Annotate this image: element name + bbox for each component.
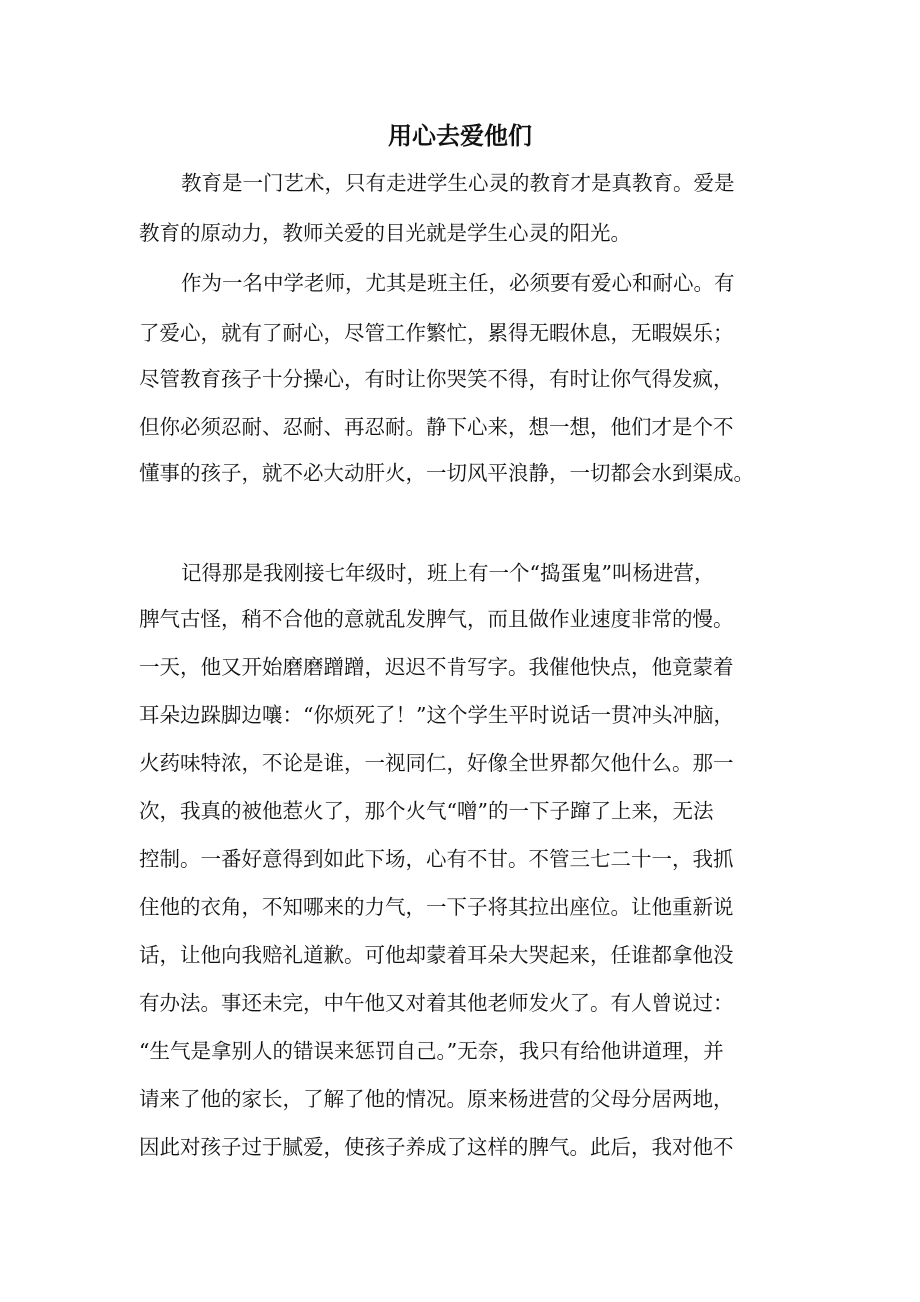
paragraph-line: 教育的原动力，教师关爱的目光就是学生心灵的阳光。 [139,221,631,245]
page-title: 用心去爱他们 [388,121,532,150]
paragraph-line: 记得那是我刚接七年级时，班上有一个“捣蛋鬼”叫杨进营， [181,561,715,585]
paragraph-line: 了爱心，就有了耐心，尽管工作繁忙，累得无暇休息，无暇娱乐； [139,321,734,345]
paragraph-line: 火药味特浓，不论是谁，一视同仁，好像全世界都欠他什么。那一 [139,751,734,775]
paragraph-line: 尽管教育孩子十分操心，有时让你哭笑不得，有时让你气得发疯， [139,367,734,391]
paragraph-line: 有办法。事还未完，中午他又对着其他老师发火了。有人曾说过： [139,991,734,1015]
paragraph-line: 但你必须忍耐、忍耐、再忍耐。静下心来，想一想，他们才是个不 [139,415,734,439]
paragraph-line: 教育是一门艺术，只有走进学生心灵的教育才是真教育。爱是 [181,171,735,195]
paragraph-line: 次，我真的被他惹火了，那个火气“噌”的一下子蹿了上来，无法 [139,799,714,823]
paragraph-line: 控制。一番好意得到如此下场，心有不甘。不管三七二十一，我抓 [139,847,734,871]
paragraph-line: 因此对孩子过于腻爱，使孩子养成了这样的脾气。此后，我对他不 [139,1135,734,1159]
paragraph-line: 话，让他向我赔礼道歉。可他却蒙着耳朵大哭起来，任谁都拿他没 [139,943,734,967]
paragraph-line: 耳朵边跺脚边嚷：“你烦死了！”这个学生平时说话一贯冲头冲脑， [139,703,734,727]
paragraph-line: 住他的衣角，不知哪来的力气，一下子将其拉出座位。让他重新说 [139,895,734,919]
paragraph-line: 作为一名中学老师，尤其是班主任，必须要有爱心和耐心。有 [181,271,735,295]
paragraph-line: 懂事的孩子，就不必大动肝火，一切风平浪静，一切都会水到渠成。 [139,461,754,485]
paragraph-line: 一天，他又开始磨磨蹭蹭，迟迟不肯写字。我催他快点，他竟蒙着 [139,655,734,679]
paragraph-line: 脾气古怪，稍不合他的意就乱发脾气，而且做作业速度非常的慢。 [139,607,734,631]
paragraph-line: 请来了他的家长，了解了他的情况。原来杨进营的父母分居两地， [139,1087,734,1111]
paragraph-line: “生气是拿别人的错误来惩罚自己。”无奈，我只有给他讲道理，并 [139,1039,724,1063]
